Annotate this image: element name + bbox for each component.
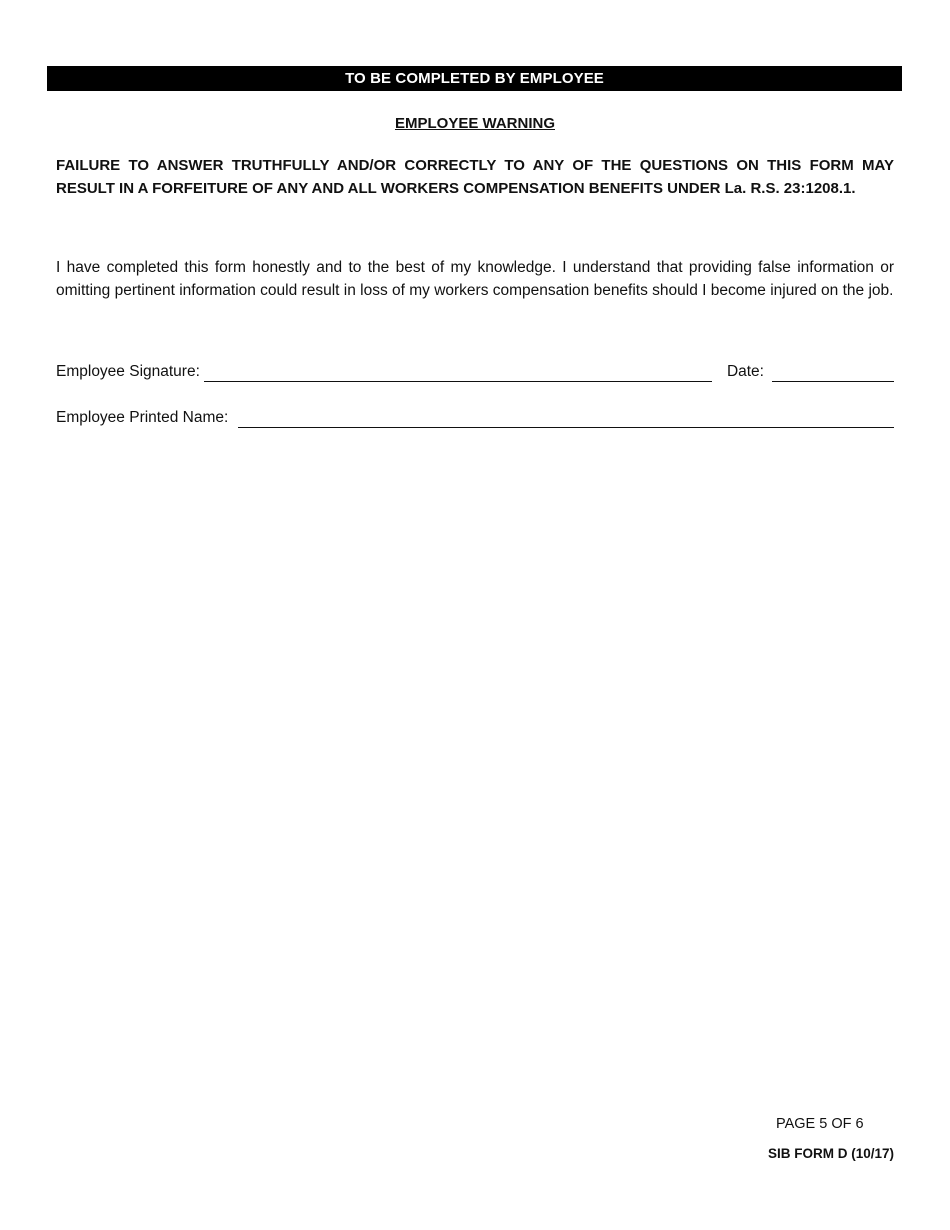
page-number: PAGE 5 OF 6: [776, 1116, 864, 1132]
printed-name-row: [56, 408, 894, 428]
warning-text: FAILURE TO ANSWER TRUTHFULLY AND/OR CORRECTLY TO ANY OF THE QUESTIONS ON THIS FORM MAY RESULT IN A FORFEITURE OF ANY AND ALL WORKERS COMPENSATION BENEFITS UNDER La. R.S. 23:1208.1.: [56, 157, 894, 197]
date-field[interactable]: [772, 363, 894, 382]
warning-title: EMPLOYEE WARNING: [394, 115, 555, 132]
signature-field[interactable]: [204, 363, 712, 382]
date-label: Date:: [726, 363, 764, 380]
printed-name-label: Employee Printed Name:: [56, 409, 229, 426]
section-banner: TO BE COMPLETED BY EMPLOYEE: [47, 66, 902, 91]
signature-label: Employee Signature:: [56, 363, 200, 380]
signature-row: [56, 362, 894, 382]
form-identifier: SIB FORM D (10/17): [767, 1146, 894, 1161]
employee-statement: I have completed this form honestly and to the best of my knowledge. I understand that providing false information or omitting pertinent information could result in loss of my workers compensation benefits should I become injured on the job.: [56, 259, 894, 299]
printed-name-field[interactable]: [238, 409, 894, 428]
